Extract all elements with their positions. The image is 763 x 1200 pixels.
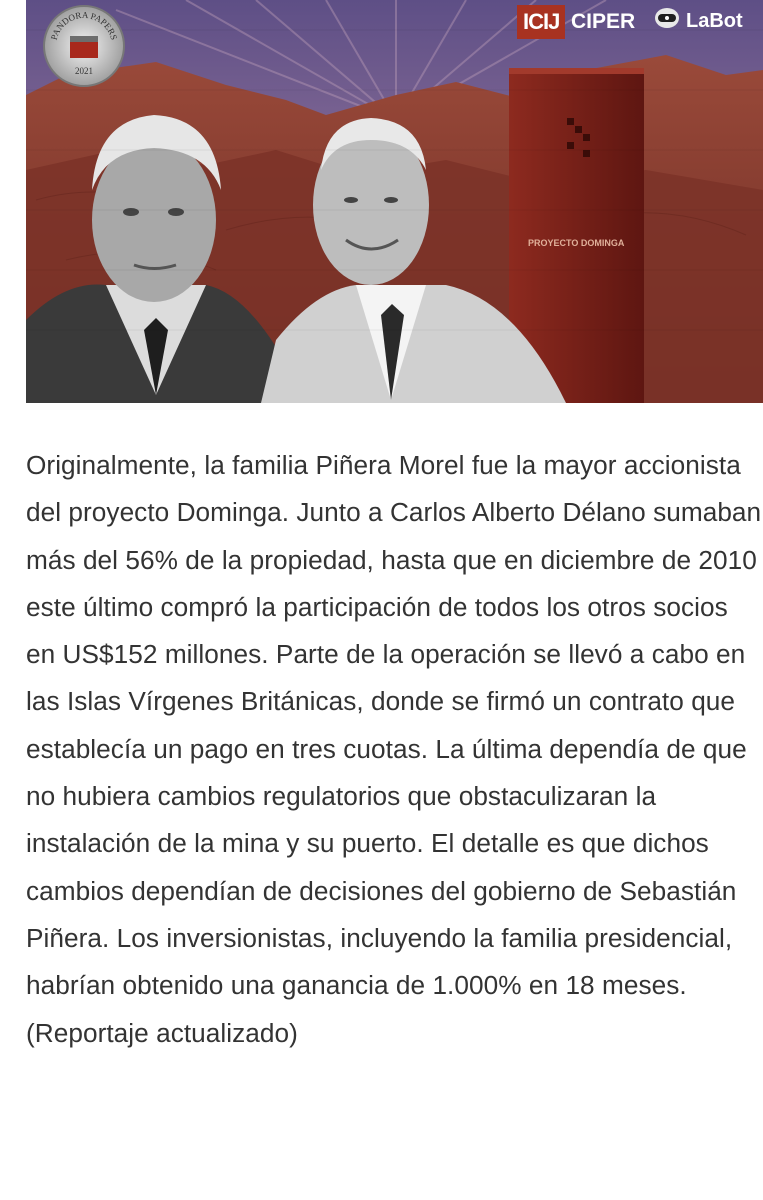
hero-image bbox=[26, 0, 763, 403]
box-label: PROYECTO DOMINGA bbox=[528, 238, 625, 248]
icij-logo: ICIJ bbox=[517, 5, 565, 39]
labot-logo: LaBot bbox=[686, 10, 743, 32]
article-paragraph: Originalmente, la familia Piñera Morel fue la mayor accionista del proyecto Dominga. Junto a Carlos Alberto Délano sumaban más del 56% de la propiedad, hasta que en diciembre de 2010 este último compró la participación de todos los otros socios en US$152 millones. Parte de la operación se llevó a cabo en las Islas Vírgenes Británicas, donde se firmó un contrato que establecía un pago en tres cuotas. La última dependía de que no hubiera cambios regulatorios que obstaculizaran la instalación de la mina y su puerto. El detalle es que dichos cambios dependían de decisiones del gobierno de Sebastián Piñera. Los inversionistas, incluyendo la familia presidencial, habrían obtenido una ganancia de 1.000% en 18 meses. (Reportaje actualizado) bbox=[26, 450, 762, 1048]
seal-text: PANDORA PAPERS bbox=[48, 9, 120, 42]
pandora-papers-seal bbox=[42, 4, 126, 88]
ciper-logo: CIPER bbox=[571, 10, 636, 33]
seal-year: 2021 bbox=[75, 66, 93, 76]
hero-illustration bbox=[26, 0, 763, 403]
labot-robot-icon bbox=[654, 7, 680, 29]
